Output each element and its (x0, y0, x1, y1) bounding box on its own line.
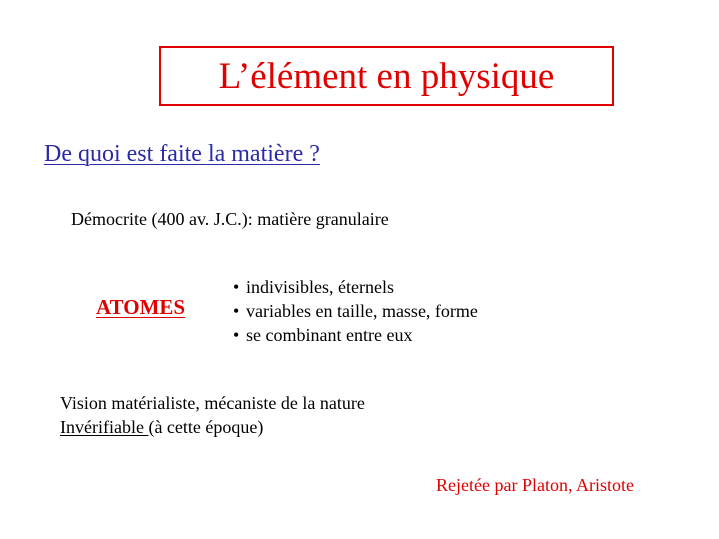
list-item-text: indivisibles, éternels (246, 277, 394, 297)
title-box (159, 46, 614, 106)
list-item (233, 299, 478, 323)
list-item (233, 275, 478, 299)
list-item-text: variables en taille, masse, forme (246, 301, 478, 321)
atom-properties-list (233, 275, 478, 347)
vision-line: Vision matérialiste, mécaniste de la nature (60, 393, 365, 413)
atomes-heading (96, 295, 185, 320)
vision-block (60, 391, 365, 439)
subtitle-question (44, 140, 320, 169)
democrite-line: Démocrite (400 av. J.C.): matière granulaire (71, 209, 389, 229)
bullet-icon: • (233, 301, 240, 321)
bullet-icon: • (233, 277, 240, 297)
subtitle-text: De quoi est faite la matière ? (44, 141, 320, 167)
epoque-text: (à cette époque) (148, 417, 264, 437)
inverifiable-line (60, 415, 365, 439)
inverifiable-text: Invérifiable (60, 417, 149, 437)
bullet-icon: • (233, 325, 240, 345)
atomes-text: ATOMES (96, 295, 186, 319)
list-item (233, 323, 478, 347)
rejetee-line: Rejetée par Platon, Aristote (436, 475, 634, 495)
slide-title: L’élément en physique (218, 55, 555, 97)
list-item-text: se combinant entre eux (246, 325, 413, 345)
